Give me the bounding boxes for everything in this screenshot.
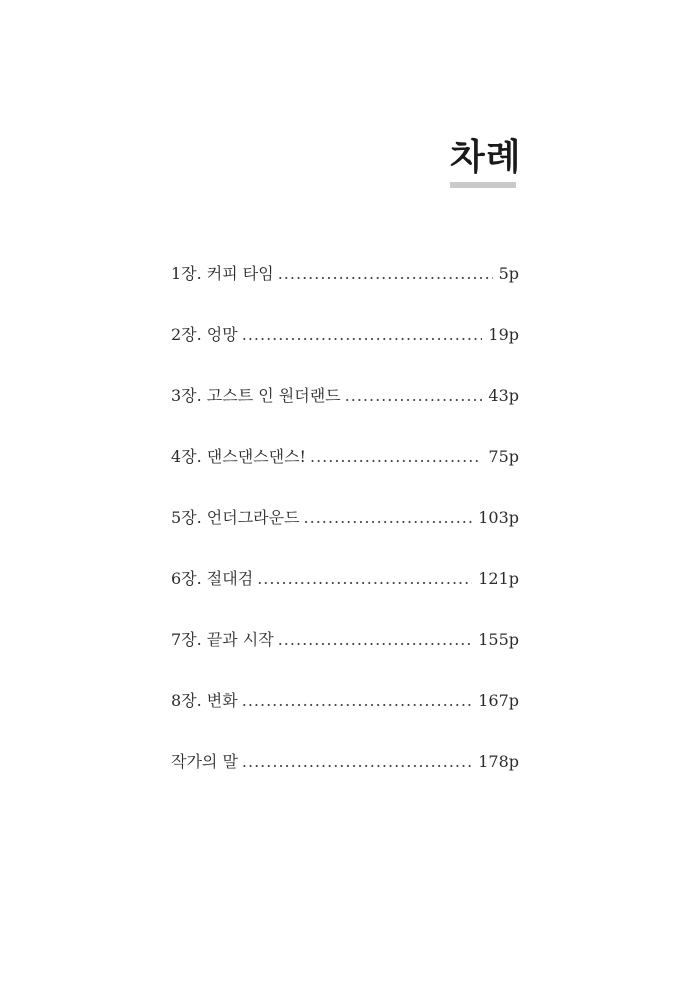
- toc-entry-3[interactable]: [171, 384, 519, 445]
- toc-entry-label: 2장. 엉망: [171, 325, 238, 344]
- page-title: 차례: [450, 137, 522, 178]
- toc-entry-page: 43p: [488, 386, 519, 405]
- dot-leader: [304, 506, 473, 530]
- toc-entry-4[interactable]: [171, 445, 519, 506]
- toc-entry-label: 7장. 끝과 시작: [171, 630, 274, 649]
- toc-entry-page: 167p: [478, 691, 519, 710]
- dot-leader: [257, 567, 472, 591]
- toc-entry-label: 4장. 댄스댄스댄스!: [171, 447, 306, 466]
- dot-leader: [242, 323, 483, 347]
- toc-entry-7[interactable]: [171, 628, 519, 689]
- dot-leader: [278, 628, 473, 652]
- dot-leader: [242, 689, 472, 713]
- dot-leader: [310, 445, 482, 469]
- dot-leader: [345, 384, 483, 408]
- dot-leader: [278, 262, 493, 286]
- toc-entry-label: 6장. 절대검: [171, 569, 254, 588]
- table-of-contents: [171, 262, 519, 811]
- toc-entry-label: 작가의 말: [171, 752, 238, 771]
- toc-header: [450, 136, 522, 188]
- toc-entry-8[interactable]: [171, 689, 519, 750]
- toc-entry-6[interactable]: [171, 567, 519, 628]
- toc-entry-page: 19p: [488, 325, 519, 344]
- toc-entry-2[interactable]: [171, 323, 519, 384]
- dot-leader: [242, 750, 472, 774]
- toc-entry-afterword[interactable]: [171, 750, 519, 811]
- toc-entry-label: 5장. 언더그라운드: [171, 508, 300, 527]
- toc-entry-page: 5p: [498, 264, 519, 283]
- toc-entry-page: 178p: [478, 752, 519, 771]
- toc-entry-5[interactable]: [171, 506, 519, 567]
- toc-entry-page: 121p: [478, 569, 519, 588]
- toc-entry-page: 103p: [478, 508, 519, 527]
- title-underline: [450, 182, 516, 188]
- toc-entry-page: 75p: [488, 447, 519, 466]
- toc-entry-1[interactable]: [171, 262, 519, 323]
- toc-entry-label: 1장. 커피 타임: [171, 264, 274, 283]
- toc-entry-page: 155p: [478, 630, 519, 649]
- toc-entry-label: 3장. 고스트 인 원더랜드: [171, 386, 341, 405]
- toc-entry-label: 8장. 변화: [171, 691, 238, 710]
